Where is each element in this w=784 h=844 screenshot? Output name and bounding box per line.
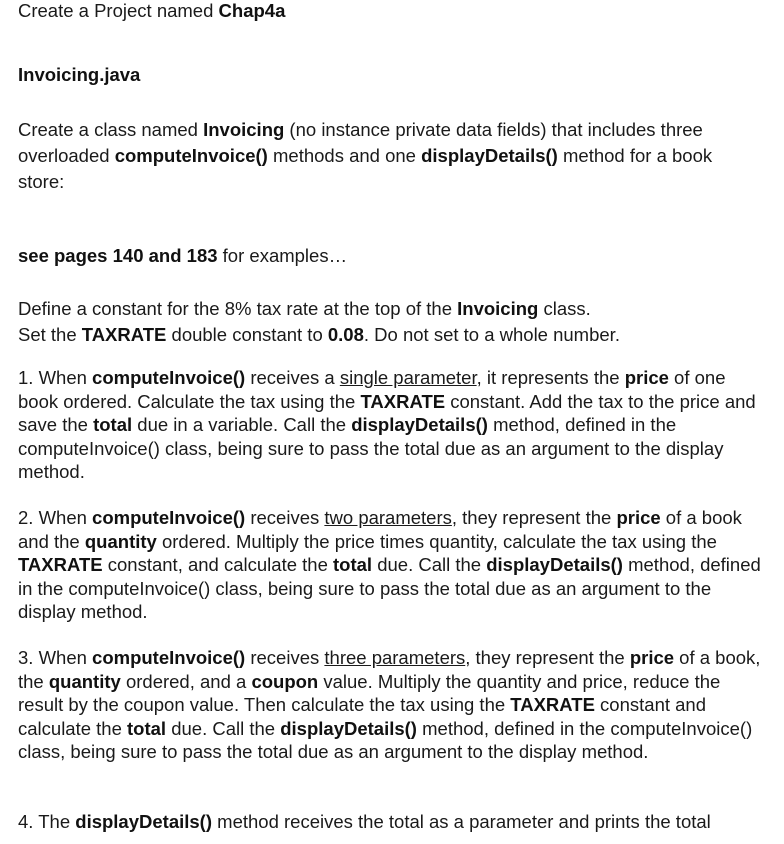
project-heading: Create a Project named Chap4a bbox=[18, 0, 286, 21]
list-item-2: 2. When computeInvoice() receives two parameters, they represent the price of a book and the quantity ordered. Multiply the price times quantity, calculate the tax using the TAXRATE constant, and calculate the total due. Call the displayDetails() method, defined in the computeInvoice() class, being sure to pass the total due as an argument to the display method. bbox=[18, 507, 761, 623]
list-item-4: 4. The displayDetails() method receives the total as a parameter and prints the total bbox=[18, 811, 711, 832]
list-item-1: 1. When computeInvoice() receives a single parameter, it represents the price of one book ordered. Calculate the tax using the TAXRATE constant. Add the tax to the price and save the total due in a variable. Call the displayDetails() method, defined in the computeInvoice() class, being sure to pass the total due as an argument to the display method. bbox=[18, 367, 756, 483]
list-item-3: 3. When computeInvoice() receives three parameters, they represent the price of a book, the quantity ordered, and a coupon value. Multiply the quantity and price, reduce the result by the coupon value. Then calculate the tax using the TAXRATE constant and calculate the total due. Call the displayDetails() method, defined in the computeInvoice() class, being sure to pass the total due as an argument to the display method. bbox=[18, 647, 761, 763]
intro-paragraph: Create a class named Invoicing (no instance private data fields) that includes three overloaded computeInvoice() methods and one displayDetails() method for a book store: bbox=[18, 119, 713, 192]
see-pages-note: see pages 140 and 183 for examples… bbox=[18, 245, 348, 266]
filename-heading: Invoicing.java bbox=[18, 64, 141, 85]
constant-paragraph: Define a constant for the 8% tax rate at the top of the Invoicing class. Set the TAXRATE double constant to 0.08. Do not set to a whole number. bbox=[18, 298, 620, 345]
